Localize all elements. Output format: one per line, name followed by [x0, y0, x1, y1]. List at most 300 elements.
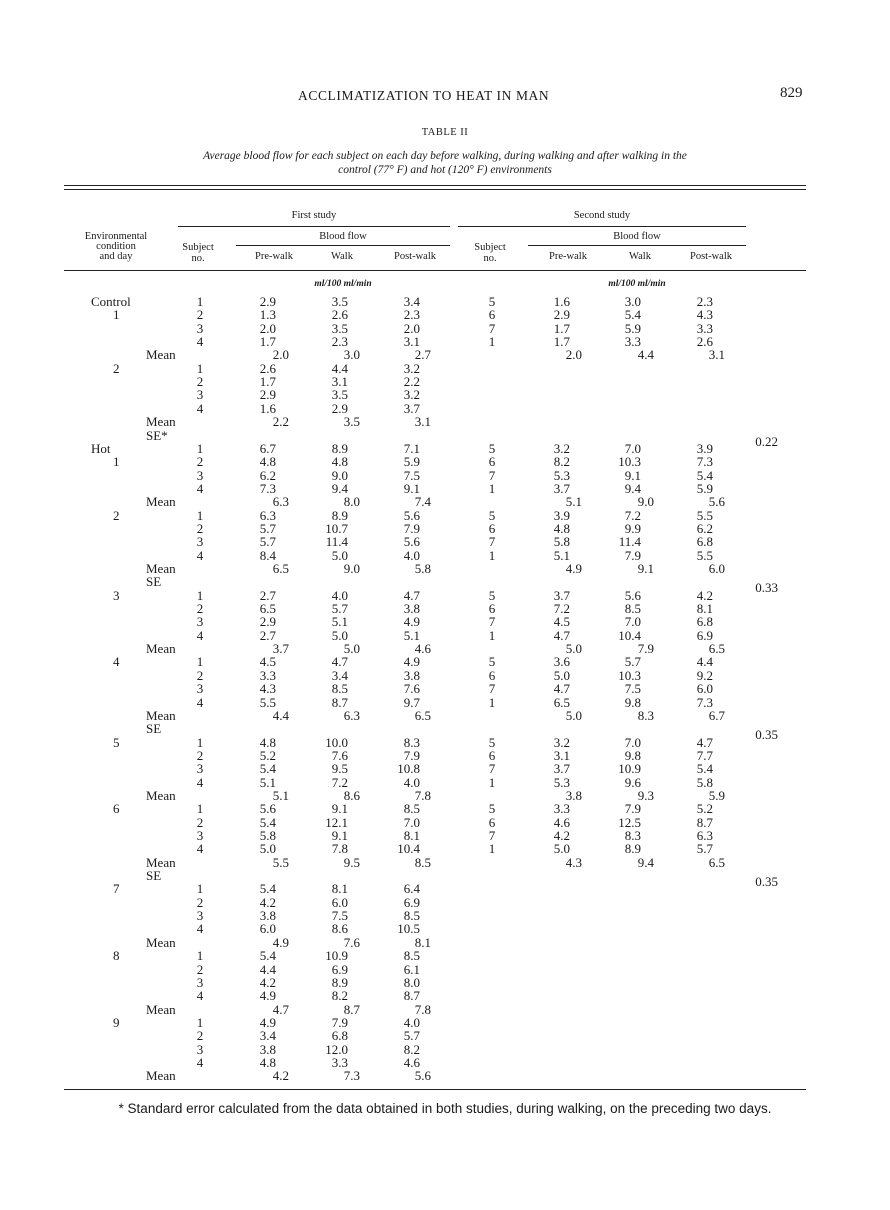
post-walk-cell: 3.8: [403, 601, 420, 617]
pre-walk-cell: 1.7: [259, 334, 276, 350]
post-walk-cell: 4.3: [696, 307, 713, 323]
post-walk-cell: 5.7: [403, 1028, 420, 1044]
pre-walk-cell: 5.4: [259, 814, 276, 830]
walk-cell: 5.4: [624, 307, 641, 323]
post-walk-cell: 8.1: [403, 828, 420, 843]
walk-cell: 10.3: [618, 667, 641, 683]
subject-no: 4: [196, 921, 204, 937]
post-walk-cell: 8.1: [414, 934, 431, 950]
pre-walk-cell: 4.2: [553, 828, 570, 843]
post-walk-header-1: Post-walk: [394, 251, 436, 262]
pre-walk-cell: 3.8: [259, 908, 276, 924]
subject-no: 1: [196, 734, 204, 750]
post-walk-cell: 4.0: [403, 547, 420, 563]
walk-header-1: Walk: [331, 251, 353, 262]
post-walk-cell: 9.1: [403, 480, 420, 496]
pre-walk-header-1: Pre-walk: [255, 251, 293, 262]
pre-walk-cell: 5.5: [272, 854, 289, 870]
post-walk-cell: 7.4: [414, 494, 431, 510]
blood-flow-header-2: Blood flow: [613, 231, 661, 242]
post-walk-cell: 6.4: [403, 881, 420, 897]
walk-cell: 8.3: [637, 707, 654, 723]
post-walk-cell: 3.1: [403, 334, 420, 350]
pre-walk-cell: 6.7: [259, 440, 276, 456]
pre-walk-cell: 5.8: [259, 828, 276, 843]
subject-no: 6: [488, 454, 496, 470]
pre-walk-cell: 6.3: [272, 494, 289, 510]
pre-walk-cell: 4.4: [272, 707, 289, 723]
walk-cell: 9.1: [331, 801, 348, 817]
subject-no: 4: [196, 841, 204, 857]
post-walk-cell: 4.2: [696, 587, 713, 603]
pre-walk-cell: 5.7: [259, 520, 276, 536]
walk-cell: 4.7: [331, 654, 348, 670]
row-label: Hot: [91, 440, 111, 456]
pre-walk-cell: 5.2: [259, 747, 276, 763]
post-walk-cell: 5.9: [403, 454, 420, 470]
walk-cell: 4.8: [331, 454, 348, 470]
walk-cell: 3.5: [343, 414, 360, 430]
footnote: * Standard error calculated from the data obtained in both studies, during walking, on the preceding two days.: [118, 1101, 772, 1116]
subject-no: 2: [196, 520, 204, 536]
walk-cell: 9.5: [343, 854, 360, 870]
row-label: Control: [91, 294, 131, 309]
row-label: Mean: [146, 347, 176, 363]
walk-cell: 7.3: [343, 1068, 360, 1084]
walk-cell: 7.9: [637, 641, 654, 657]
walk-cell: 9.1: [331, 828, 348, 843]
subject-no: 1: [196, 360, 204, 376]
walk-cell: 9.3: [637, 787, 654, 803]
subject-no: 2: [196, 814, 204, 830]
subject-no: 3: [196, 387, 204, 403]
post-walk-cell: 7.3: [696, 694, 713, 710]
row-label: 2: [113, 507, 120, 523]
walk-cell: 4.4: [331, 360, 348, 376]
walk-cell: 2.3: [331, 334, 348, 350]
pre-walk-cell: 5.0: [259, 841, 276, 857]
walk-cell: 7.0: [624, 734, 641, 750]
row-label: Mean: [146, 787, 176, 803]
walk-cell: 7.0: [624, 614, 641, 630]
post-walk-cell: 5.5: [696, 507, 713, 523]
pre-walk-cell: 3.4: [259, 1028, 276, 1044]
walk-cell: 11.4: [618, 534, 641, 550]
walk-cell: 8.9: [331, 507, 348, 523]
walk-cell: 3.5: [331, 387, 348, 403]
pre-walk-cell: 5.0: [565, 707, 582, 723]
post-walk-cell: 3.4: [403, 294, 420, 309]
subject-no: 1: [488, 547, 496, 563]
row-label: 1: [113, 454, 120, 470]
subject-no: 2: [196, 961, 204, 977]
walk-cell: 9.5: [331, 761, 348, 777]
walk-cell: 8.5: [624, 601, 641, 617]
subject-no: 1: [196, 1014, 204, 1030]
post-walk-cell: 6.9: [696, 627, 713, 643]
pre-walk-cell: 3.2: [553, 440, 570, 456]
subject-no: 4: [196, 694, 204, 710]
pre-walk-cell: 4.9: [259, 1014, 276, 1030]
subject-no: 2: [196, 747, 204, 763]
post-walk-cell: 5.2: [696, 801, 713, 817]
walk-cell: 8.3: [624, 828, 641, 843]
post-walk-cell: 5.9: [696, 480, 713, 496]
subject-no: 6: [488, 667, 496, 683]
walk-cell: 5.6: [624, 587, 641, 603]
subject-no: 4: [196, 400, 204, 416]
pre-walk-cell: 3.7: [553, 587, 570, 603]
se-value: 0.33: [755, 580, 778, 596]
pre-walk-cell: 1.7: [553, 334, 570, 350]
post-walk-cell: 4.7: [403, 587, 420, 603]
pre-walk-cell: 2.0: [565, 347, 582, 363]
subject-no: 1: [488, 774, 496, 790]
post-walk-cell: 5.6: [403, 534, 420, 550]
subject-no: 5: [488, 440, 496, 456]
post-walk-cell: 4.4: [696, 654, 713, 670]
pre-walk-cell: 2.2: [272, 414, 289, 430]
pre-walk-cell: 4.2: [272, 1068, 289, 1084]
pre-walk-cell: 3.8: [259, 1041, 276, 1057]
pre-walk-cell: 4.8: [553, 520, 570, 536]
pre-walk-cell: 7.3: [259, 480, 276, 496]
post-walk-cell: 2.6: [696, 334, 713, 350]
subject-no: 5: [488, 654, 496, 670]
pre-walk-cell: 5.4: [259, 881, 276, 897]
pre-walk-cell: 5.5: [259, 694, 276, 710]
header-bottom-rule: [64, 270, 806, 271]
post-walk-cell: 8.0: [403, 974, 420, 990]
post-walk-cell: 4.9: [403, 654, 420, 670]
post-walk-cell: 5.4: [696, 761, 713, 777]
walk-cell: 9.4: [331, 480, 348, 496]
post-walk-cell: 8.7: [403, 988, 420, 1004]
subject-no: 3: [196, 1041, 204, 1057]
walk-cell: 7.0: [624, 440, 641, 456]
walk-cell: 9.0: [331, 467, 348, 483]
subject-no: 6: [488, 520, 496, 536]
subject-no: 3: [196, 761, 204, 777]
pre-walk-header-2: Pre-walk: [549, 251, 587, 262]
subject-no: 6: [488, 814, 496, 830]
walk-cell: 9.4: [637, 854, 654, 870]
post-walk-cell: 7.3: [696, 454, 713, 470]
pre-walk-cell: 4.2: [259, 894, 276, 910]
walk-cell: 7.6: [331, 747, 348, 763]
subject-no: 1: [196, 587, 204, 603]
post-walk-cell: 7.5: [403, 467, 420, 483]
post-walk-cell: 7.7: [696, 747, 713, 763]
pre-walk-cell: 3.7: [553, 480, 570, 496]
pre-walk-cell: 4.9: [565, 561, 582, 576]
subject-no: 1: [488, 334, 496, 350]
post-walk-cell: 3.2: [403, 360, 420, 376]
top-rule-1: [64, 185, 806, 186]
walk-cell: 8.6: [343, 787, 360, 803]
post-walk-cell: 6.1: [403, 961, 420, 977]
bottom-rule: [64, 1089, 806, 1090]
subject-no: 5: [488, 507, 496, 523]
pre-walk-cell: 1.7: [553, 320, 570, 336]
pre-walk-cell: 5.3: [553, 467, 570, 483]
subject-no: 5: [488, 801, 496, 817]
row-label: Mean: [146, 707, 176, 723]
subject-no: 1: [196, 507, 204, 523]
pre-walk-cell: 3.7: [553, 761, 570, 777]
subject-no: 6: [488, 601, 496, 617]
walk-cell: 8.9: [624, 841, 641, 857]
walk-cell: 12.0: [325, 1041, 348, 1057]
post-walk-cell: 6.7: [708, 707, 725, 723]
post-walk-cell: 4.6: [403, 1054, 420, 1070]
pre-walk-cell: 5.0: [553, 667, 570, 683]
walk-cell: 9.8: [624, 747, 641, 763]
walk-cell: 7.2: [331, 774, 348, 790]
pre-walk-cell: 2.7: [259, 627, 276, 643]
row-label: SE: [146, 721, 162, 737]
post-walk-cell: 5.7: [696, 841, 713, 857]
post-walk-cell: 8.3: [403, 734, 420, 750]
walk-cell: 6.3: [343, 707, 360, 723]
subject-no: 7: [488, 320, 496, 336]
walk-cell: 3.3: [624, 334, 641, 350]
page-number: 829: [780, 85, 803, 101]
subject-header-2: Subject no.: [474, 242, 506, 264]
walk-cell: 9.0: [343, 561, 360, 576]
second-study-rule: [458, 226, 746, 227]
post-walk-cell: 4.6: [414, 641, 431, 657]
post-walk-cell: 6.8: [696, 534, 713, 550]
units-label-2: ml/100 ml/min: [608, 279, 666, 289]
post-walk-cell: 5.6: [414, 1068, 431, 1084]
row-label: Mean: [146, 1068, 176, 1084]
post-walk-cell: 6.9: [403, 894, 420, 910]
row-label: 8: [113, 948, 120, 964]
subject-no: 4: [196, 480, 204, 496]
walk-cell: 8.7: [331, 694, 348, 710]
pre-walk-cell: 4.6: [553, 814, 570, 830]
subject-no: 5: [488, 587, 496, 603]
post-walk-cell: 9.7: [403, 694, 420, 710]
post-walk-cell: 2.3: [403, 307, 420, 323]
post-walk-cell: 3.8: [403, 667, 420, 683]
walk-cell: 8.2: [331, 988, 348, 1004]
pre-walk-cell: 5.0: [565, 641, 582, 657]
pre-walk-cell: 5.1: [272, 787, 289, 803]
walk-cell: 2.6: [331, 307, 348, 323]
pre-walk-cell: 1.7: [259, 374, 276, 390]
pre-walk-cell: 4.9: [272, 934, 289, 950]
walk-cell: 9.1: [637, 561, 654, 576]
first-study-header: First study: [291, 210, 337, 221]
walk-cell: 12.1: [325, 814, 348, 830]
post-walk-cell: 9.2: [696, 667, 713, 683]
subject-no: 1: [196, 440, 204, 456]
subject-no: 2: [196, 374, 204, 390]
row-label: 9: [113, 1014, 120, 1030]
pre-walk-cell: 2.0: [272, 347, 289, 363]
subject-no: 2: [196, 307, 204, 323]
row-label: 3: [113, 587, 120, 603]
pre-walk-cell: 6.3: [259, 507, 276, 523]
post-walk-cell: 4.0: [403, 1014, 420, 1030]
subject-no: 4: [196, 988, 204, 1004]
pre-walk-cell: 2.6: [259, 360, 276, 376]
post-walk-cell: 3.1: [708, 347, 725, 363]
pre-walk-cell: 5.3: [553, 774, 570, 790]
row-label: SE: [146, 868, 162, 884]
subject-no: 7: [488, 467, 496, 483]
pre-walk-cell: 4.7: [553, 681, 570, 697]
pre-walk-cell: 3.3: [553, 801, 570, 817]
row-label: 5: [113, 734, 120, 750]
walk-cell: 7.9: [624, 801, 641, 817]
subject-no: 6: [488, 307, 496, 323]
row-label: SE: [146, 574, 162, 590]
row-label: Mean: [146, 854, 176, 870]
pre-walk-cell: 4.3: [259, 681, 276, 697]
walk-cell: 7.9: [624, 547, 641, 563]
row-label: Mean: [146, 641, 176, 657]
table-caption-line2: control (77° F) and hot (120° F) environments: [338, 164, 552, 176]
walk-cell: 10.0: [325, 734, 348, 750]
post-walk-cell: 5.6: [708, 494, 725, 510]
post-walk-cell: 5.5: [696, 547, 713, 563]
walk-cell: 9.4: [624, 480, 641, 496]
pre-walk-cell: 1.6: [259, 400, 276, 416]
subject-no: 1: [488, 627, 496, 643]
pre-walk-cell: 4.9: [259, 988, 276, 1004]
pre-walk-cell: 6.5: [272, 561, 289, 576]
subject-no: 7: [488, 828, 496, 843]
blood-flow-rule-2: [528, 245, 746, 246]
post-walk-cell: 8.7: [696, 814, 713, 830]
pre-walk-cell: 8.2: [553, 454, 570, 470]
pre-walk-cell: 3.1: [553, 747, 570, 763]
pre-walk-cell: 5.4: [259, 761, 276, 777]
post-walk-cell: 5.6: [403, 507, 420, 523]
subject-no: 3: [196, 534, 204, 550]
post-walk-cell: 3.3: [696, 320, 713, 336]
pre-walk-cell: 5.1: [259, 774, 276, 790]
subject-no: 3: [196, 614, 204, 630]
post-walk-cell: 6.2: [696, 520, 713, 536]
pre-walk-cell: 5.1: [565, 494, 582, 510]
row-label: 7: [113, 881, 120, 897]
pre-walk-cell: 5.1: [553, 547, 570, 563]
walk-cell: 8.0: [343, 494, 360, 510]
row-label: Mean: [146, 494, 176, 510]
row-label: 2: [113, 360, 120, 376]
pre-walk-cell: 3.7: [272, 641, 289, 657]
second-study-header: Second study: [573, 210, 631, 221]
walk-cell: 9.0: [637, 494, 654, 510]
pre-walk-cell: 4.4: [259, 961, 276, 977]
post-walk-cell: 6.5: [708, 641, 725, 657]
post-walk-cell: 2.3: [696, 294, 713, 309]
top-rule-2: [64, 189, 806, 190]
walk-cell: 7.8: [331, 841, 348, 857]
walk-cell: 10.4: [618, 627, 641, 643]
walk-cell: 8.5: [331, 681, 348, 697]
blood-flow-rule-1: [236, 245, 450, 246]
subject-no: 3: [196, 828, 204, 843]
pre-walk-cell: 6.0: [259, 921, 276, 937]
subject-no: 7: [488, 534, 496, 550]
pre-walk-cell: 1.3: [259, 307, 276, 323]
walk-cell: 7.5: [624, 681, 641, 697]
pre-walk-cell: 6.5: [553, 694, 570, 710]
subject-no: 1: [196, 948, 204, 964]
pre-walk-cell: 4.7: [553, 627, 570, 643]
se-value: 0.22: [755, 433, 778, 449]
post-walk-cell: 5.1: [403, 627, 420, 643]
post-walk-cell: 6.0: [696, 681, 713, 697]
post-walk-cell: 8.5: [403, 908, 420, 924]
pre-walk-cell: 4.5: [553, 614, 570, 630]
subject-no: 3: [196, 681, 204, 697]
walk-cell: 5.7: [331, 601, 348, 617]
row-label: Mean: [146, 414, 176, 430]
post-walk-cell: 3.2: [403, 387, 420, 403]
subject-no: 3: [196, 908, 204, 924]
post-walk-cell: 8.5: [403, 948, 420, 964]
post-walk-cell: 2.0: [403, 320, 420, 336]
pre-walk-cell: 5.0: [553, 841, 570, 857]
post-walk-cell: 5.8: [414, 561, 431, 576]
subject-no: 4: [196, 1054, 204, 1070]
walk-cell: 10.7: [325, 520, 348, 536]
post-walk-cell: 7.1: [403, 440, 420, 456]
walk-cell: 9.8: [624, 694, 641, 710]
pre-walk-cell: 5.4: [259, 948, 276, 964]
post-walk-cell: 10.4: [397, 841, 420, 857]
table-caption-line1: Average blood flow for each subject on each day before walking, during walking and after walking in the: [203, 150, 687, 162]
pre-walk-cell: 3.9: [553, 507, 570, 523]
pre-walk-cell: 6.2: [259, 467, 276, 483]
post-walk-cell: 10.8: [397, 761, 420, 777]
walk-cell: 10.9: [325, 948, 348, 964]
subject-no: 7: [488, 681, 496, 697]
row-label: 4: [113, 654, 120, 670]
pre-walk-cell: 5.8: [553, 534, 570, 550]
walk-cell: 5.1: [331, 614, 348, 630]
walk-cell: 7.9: [331, 1014, 348, 1030]
walk-cell: 11.4: [325, 534, 348, 550]
pre-walk-cell: 1.6: [553, 294, 570, 309]
row-label: 6: [113, 801, 120, 817]
se-value: 0.35: [755, 727, 778, 743]
subject-no: 2: [196, 454, 204, 470]
post-walk-cell: 6.3: [696, 828, 713, 843]
walk-cell: 7.2: [624, 507, 641, 523]
post-walk-cell: 7.9: [403, 520, 420, 536]
post-walk-cell: 6.8: [696, 614, 713, 630]
walk-cell: 12.5: [618, 814, 641, 830]
subject-no: 1: [488, 480, 496, 496]
subject-no: 5: [488, 734, 496, 750]
post-walk-cell: 8.1: [696, 601, 713, 617]
pre-walk-cell: 4.8: [259, 734, 276, 750]
walk-cell: 8.6: [331, 921, 348, 937]
table-label: TABLE II: [421, 127, 469, 138]
pre-walk-cell: 4.7: [272, 1001, 289, 1017]
walk-cell: 4.0: [331, 587, 348, 603]
row-label: Mean: [146, 1001, 176, 1017]
subject-no: 2: [196, 894, 204, 910]
walk-cell: 8.9: [331, 974, 348, 990]
